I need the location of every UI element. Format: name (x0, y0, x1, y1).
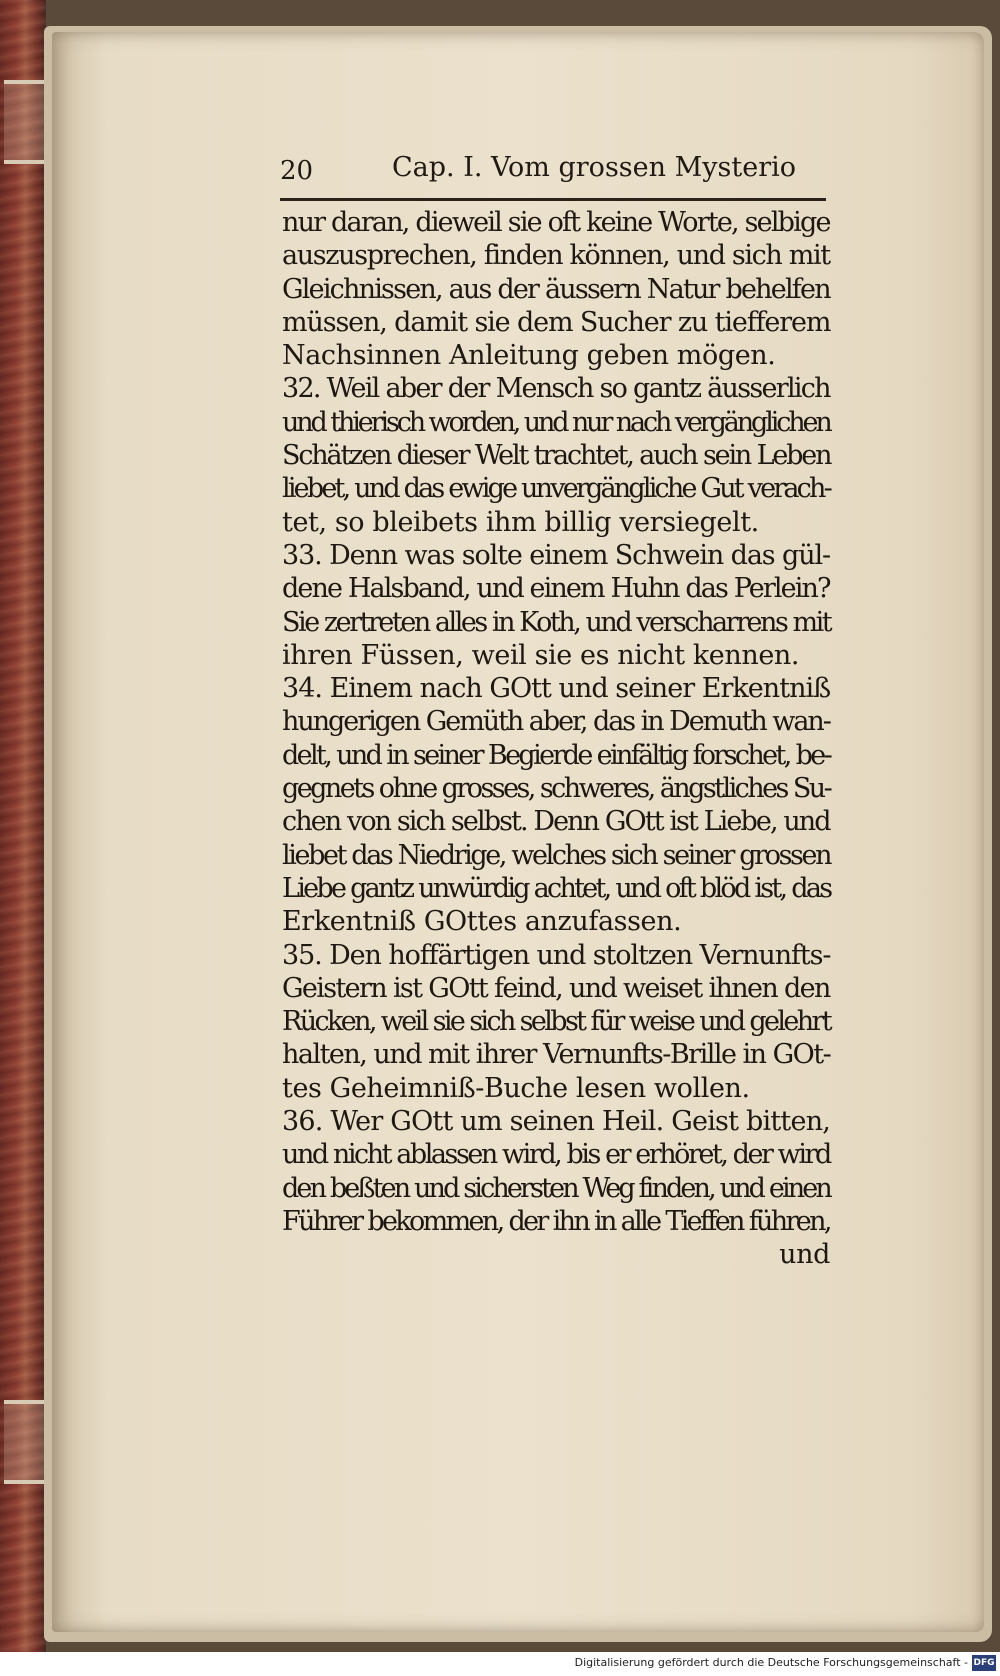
page-body-text (282, 206, 830, 1272)
text-line: Führer bekommen, der ihn in alle Tieffen führen, (282, 1205, 830, 1237)
text-line: dene Halsband, und einem Huhn das Perlein? (282, 573, 830, 605)
text-line: Sie zertreten alles in Koth, und verscharrens mit (282, 606, 831, 638)
text-line: chen von sich selbst. Denn GOtt ist Liebe, und (282, 806, 830, 838)
text-line: und thierisch worden, und nur nach vergänglichen (282, 406, 830, 438)
text-line: nur daran, dieweil sie oft keine Worte, selbige (282, 207, 830, 238)
text-line: gegnets ohne grosses, schweres, ängstliches Su- (282, 773, 831, 805)
text-line: tes Geheimniß-Buche lesen wollen. (282, 1072, 750, 1104)
text-line: liebet das Niedrige, welches sich seiner grossen (282, 839, 831, 871)
text-line: 34. Einem nach GOtt und seiner Erkentniß (282, 673, 831, 705)
page-number: 20 (280, 156, 314, 186)
running-head (280, 150, 860, 194)
text-line: liebet, und das ewige unvergängliche Gut verach- (282, 473, 830, 505)
text-line: auszusprechen, finden können, und sich mit (282, 240, 830, 272)
text-line: tet, so bleibets ihm billig versiegelt. (282, 506, 759, 538)
text-line: hungerigen Gemüth aber, das in Demuth wan- (282, 706, 830, 738)
text-line: halten, und mit ihrer Vernunfts-Brille in GOt- (282, 1039, 831, 1071)
text-line: 36. Wer GOtt um seinen Heil. Geist bitten, (282, 1106, 831, 1138)
text-line: den beßten und sichersten Weg finden, und einen (282, 1172, 830, 1204)
header-rule (280, 198, 826, 201)
text-line: Geistern ist GOtt feind, und weiset ihnen den (282, 972, 830, 1004)
text-line: und nicht ablassen wird, bis er erhöret, der wird (282, 1139, 830, 1171)
running-head-title: Cap. I. Vom grossen Mysterio (392, 152, 796, 183)
text-line: delt, und in seiner Begierde einfältig forschet, be- (282, 739, 831, 771)
text-line: ihren Füssen, weil sie es nicht kennen. (282, 639, 800, 671)
text-line: Rücken, weil sie sich selbst für weise und gelehrt (282, 1006, 831, 1038)
text-line: Gleichnissen, aus der äussern Natur behelfen (282, 273, 830, 305)
footer-credit: Digitalisierung gefördert durch die Deutsche Forschungsgemeinschaft - (574, 1656, 968, 1669)
text-line: 33. Denn was solte einem Schwein das gül- (282, 539, 831, 571)
text-line: 32. Weil aber der Mensch so gantz äusserlich (282, 373, 830, 405)
text-line: Erkentniß GOttes anzufassen. (282, 906, 682, 938)
text-line: Nachsinnen Anleitung geben mögen. (282, 340, 776, 372)
catchword: und (779, 1239, 830, 1271)
text-line: 35. Den hoffärtigen und stoltzen Vernunfts- (282, 939, 831, 971)
dfg-logo: DFG (972, 1655, 996, 1671)
text-line: Liebe gantz unwürdig achtet, und oft blöd ist, das (282, 872, 831, 904)
text-line: müssen, damit sie dem Sucher zu tiefferem (282, 306, 831, 338)
text-line: Schätzen dieser Welt trachtet, auch sein Leben (282, 440, 831, 472)
footer-strip (0, 1652, 1000, 1676)
